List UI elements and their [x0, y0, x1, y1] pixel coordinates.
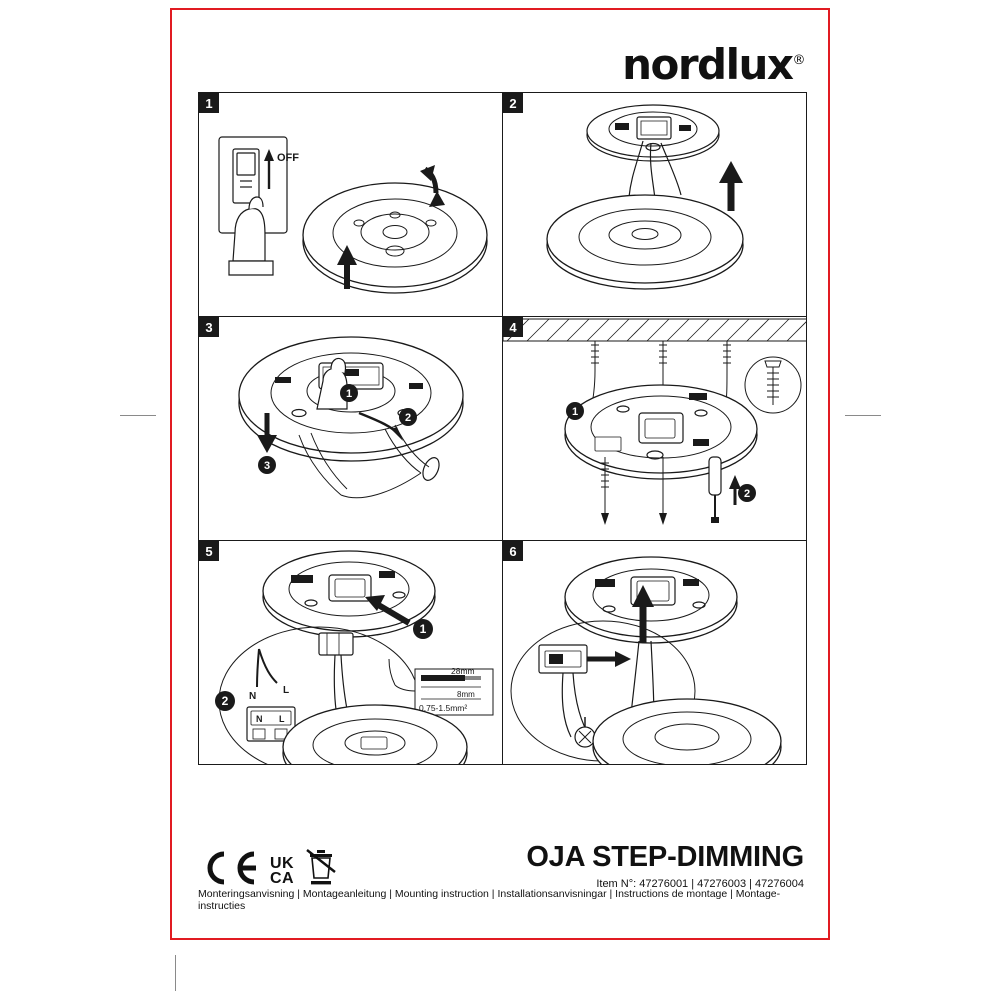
step-number-1: 1 — [199, 93, 219, 113]
step-number-4: 4 — [503, 317, 523, 337]
ce-mark-icon — [198, 850, 260, 886]
svg-text:1: 1 — [571, 406, 579, 418]
step-panel-3 — [198, 316, 503, 541]
svg-text:L: L — [283, 685, 290, 696]
step-number-6: 6 — [503, 541, 523, 561]
step-number-5: 5 — [199, 541, 219, 561]
language-list: Monteringsanvisning | Montageanleitung | Mounting instruction | Installationsanvisningar | Instructions de montage | Montage-instructies — [198, 888, 781, 912]
step-panel-1 — [198, 92, 503, 317]
svg-text:L: L — [279, 714, 285, 724]
svg-text:28mm: 28mm — [451, 666, 475, 676]
svg-text:3: 3 — [263, 460, 271, 472]
language-line — [198, 888, 804, 912]
svg-text:2: 2 — [743, 488, 751, 500]
step-panel-6 — [502, 540, 807, 765]
step-number-3: 3 — [199, 317, 219, 337]
ukca-line-2: CA — [270, 870, 295, 887]
step-number-2: 2 — [503, 93, 523, 113]
steps-grid — [198, 92, 806, 764]
document-footer — [198, 800, 804, 920]
compliance-marks — [198, 848, 338, 886]
item-numbers: Item N°: 47276001 | 47276003 | 47276004 — [596, 878, 804, 890]
brand-name: nordlux — [622, 40, 793, 89]
step-panel-2 — [502, 92, 807, 317]
ukca-mark — [270, 856, 294, 886]
svg-text:0.75-1.5mm²: 0.75-1.5mm² — [419, 703, 468, 713]
brand-trademark: ® — [792, 53, 804, 68]
crop-mark-right — [845, 415, 881, 416]
svg-text:N: N — [256, 714, 263, 724]
brand-logo — [622, 40, 804, 89]
product-title: OJA STEP-DIMMING — [526, 841, 804, 873]
step-panel-4 — [502, 316, 807, 541]
svg-text:2: 2 — [221, 694, 229, 708]
svg-text:1: 1 — [345, 388, 353, 400]
ukca-line-1: UK — [270, 855, 295, 872]
svg-text:N: N — [249, 691, 257, 702]
crop-mark-bottom — [175, 955, 176, 991]
step-panel-5 — [198, 540, 503, 765]
svg-text:2: 2 — [404, 412, 412, 424]
instruction-sheet — [170, 8, 830, 940]
weee-bin-icon — [304, 848, 338, 886]
svg-text:1: 1 — [419, 622, 427, 636]
svg-text:OFF: OFF — [277, 152, 299, 164]
svg-text:8mm: 8mm — [457, 690, 475, 699]
crop-mark-left — [120, 415, 156, 416]
